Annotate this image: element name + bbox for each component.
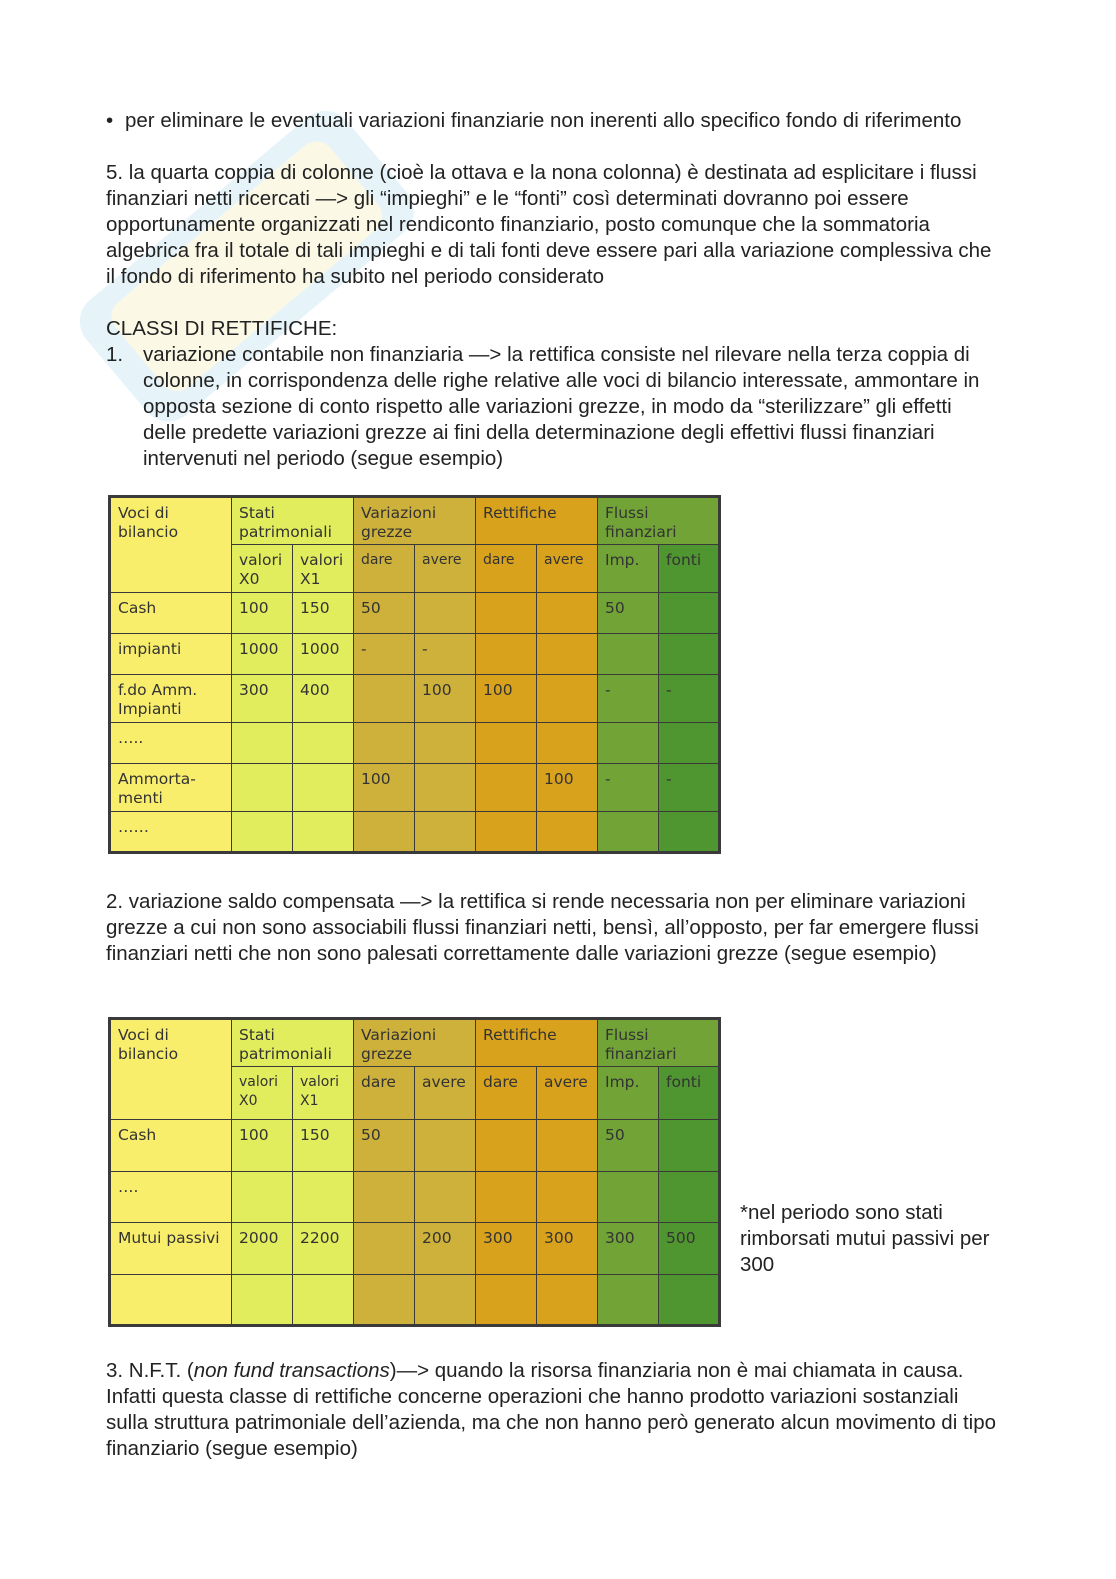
item-5-paragraph: 5. la quarta coppia di colonne (cioè la ottava e la nona colonna) è destinata ad esplicitare i flussi finanziari netti ricercati —> gli “impieghi” e le “fonti” così determinati dovranno poi essere opportunamente organizzati nel rendiconto finanziario, posto comunque che la sommatoria algebrica fra il totale di tali impieghi e di tali fonti deve essere pari alla variazione complessiva che il fondo di riferimento ha subito nel periodo considerato [106,161,992,288]
cell-fonti [659,634,720,675]
example-table-2 [108,1017,721,1327]
subheader-x0: valori X0 [232,1067,293,1120]
cell-voce: Cash [110,1120,232,1172]
cell-r-avere [537,675,598,723]
cell-v-avere [415,1172,476,1223]
class-item-1 [106,342,996,472]
cell-fonti [659,593,720,634]
cell-x0: 1000 [232,634,293,675]
cell-imp: - [598,764,659,812]
table-row [110,764,720,812]
header-flussi: Flussi finanziari [598,497,720,545]
cell-v-avere [415,593,476,634]
cell-voce: ….. [110,723,232,764]
cell-r-dare: 100 [476,675,537,723]
header-stati: Stati patrimoniali [232,1019,354,1067]
header-row [110,497,720,545]
cell-v-dare: 50 [354,593,415,634]
subheader-r-dare: dare [476,1067,537,1120]
classes-heading: CLASSI DI RETTIFICHE: [106,317,338,340]
subheader-imp: Imp. [598,545,659,593]
cell-x0 [232,1275,293,1326]
example-table-1 [108,495,721,854]
cell-v-dare [354,1172,415,1223]
cell-v-avere [415,1120,476,1172]
cell-voce: Mutui passivi [110,1223,232,1275]
cell-fonti [659,1172,720,1223]
cell-v-dare [354,723,415,764]
subheader-r-avere: avere [537,1067,598,1120]
cell-imp [598,812,659,853]
cell-x1 [293,812,354,853]
cell-x0: 100 [232,1120,293,1172]
cell-v-dare [354,1275,415,1326]
cell-r-dare [476,1120,537,1172]
bullet-text: per eliminare le eventuali variazioni finanziarie non inerenti allo specifico fondo di riferimento [125,109,962,132]
cell-fonti [659,812,720,853]
cell-imp [598,723,659,764]
cell-x1 [293,1172,354,1223]
cell-imp: - [598,675,659,723]
cell-fonti [659,723,720,764]
subheader-x1: valori X1 [293,1067,354,1120]
table-row [110,723,720,764]
cell-v-avere [415,1275,476,1326]
cell-imp: 300 [598,1223,659,1275]
cell-v-dare: - [354,634,415,675]
cell-v-dare [354,812,415,853]
cell-r-avere: 100 [537,764,598,812]
cell-voce: …. [110,1172,232,1223]
cell-v-avere: - [415,634,476,675]
subheader-v-avere: avere [415,1067,476,1120]
cell-r-dare [476,764,537,812]
cell-imp [598,1172,659,1223]
cell-r-dare [476,1172,537,1223]
cell-v-avere [415,723,476,764]
cell-v-avere [415,812,476,853]
cell-r-dare [476,812,537,853]
cell-r-dare [476,1275,537,1326]
cell-x1 [293,723,354,764]
subheader-x1: valori X1 [293,545,354,593]
header-rettifiche: Rettifiche [476,1019,598,1067]
cell-voce: Cash [110,593,232,634]
table-row [110,1275,720,1326]
table-row [110,634,720,675]
cell-fonti [659,1120,720,1172]
cell-x0: 2000 [232,1223,293,1275]
subheader-fonti: fonti [659,545,720,593]
class-item-1-text: variazione contabile non finanziaria —> la rettifica consiste nel rilevare nella terza coppia di colonne, in corrispondenza delle righe relative alle voci di bilancio interessate, ammontare in opposta sezione di conto rispetto alle variazioni grezze, in modo da “sterilizzare” gli effetti delle predette variazioni grezze ai fini della determinazione degli effettivi flussi finanziari intervenuti nel periodo (segue esempio) [143,343,980,470]
cell-imp [598,634,659,675]
subheader-r-avere: avere [537,545,598,593]
subheader-imp: Imp. [598,1067,659,1120]
bullet-glyph: • [106,109,114,132]
header-voci: Voci di bilancio [110,1019,232,1120]
cell-r-avere [537,1120,598,1172]
cell-x1: 400 [293,675,354,723]
cell-imp [598,1275,659,1326]
cell-r-avere [537,634,598,675]
cell-r-avere [537,1172,598,1223]
class-item-3-prefix: 3. N.F.T. ( [106,1359,194,1382]
class-item-1-number: 1. [106,343,124,366]
cell-voce: f.do Amm. Impianti [110,675,232,723]
cell-voce: Ammorta-menti [110,764,232,812]
cell-v-dare: 100 [354,764,415,812]
cell-r-dare [476,593,537,634]
cell-x1: 2200 [293,1223,354,1275]
cell-v-dare [354,1223,415,1275]
header-variazioni: Variazioni grezze [354,1019,476,1067]
cell-voce: …… [110,812,232,853]
subheader-x0: valori X0 [232,545,293,593]
cell-x0: 300 [232,675,293,723]
table-row [110,1172,720,1223]
cell-r-dare [476,723,537,764]
class-item-3-paragraph [106,1358,1006,1462]
table-row [110,675,720,723]
header-rettifiche: Rettifiche [476,497,598,545]
cell-x1: 150 [293,593,354,634]
cell-x0 [232,1172,293,1223]
cell-r-avere [537,593,598,634]
cell-x1 [293,1275,354,1326]
cell-v-avere: 100 [415,675,476,723]
header-flussi: Flussi finanziari [598,1019,720,1067]
header-voci: Voci di bilancio [110,497,232,593]
subheader-r-dare: dare [476,545,537,593]
class-item-2-paragraph: 2. variazione saldo compensata —> la rettifica si rende necessaria non per eliminare variazioni grezze a cui non sono associabili flussi finanziari netti, bensì, all’opposto, per far emergere flussi finanziari netti che non sono palesati correttamente dalle variazioni grezze (segue esempio) [106,890,979,965]
bullet-item [106,108,986,134]
cell-r-avere: 300 [537,1223,598,1275]
class-item-3-suffix: )—> quando la risorsa finanziaria non è mai chiamata in causa. Infatti questa classe di rettifiche concerne operazioni che hanno prodotto variazioni sostanziali sulla struttura patrimoniale dell’azienda, ma che non hanno però generato alcun movimento di tipo finanziario (segue esempio) [106,1359,997,1460]
cell-x0 [232,723,293,764]
cell-x1 [293,764,354,812]
cell-v-avere: 200 [415,1223,476,1275]
cell-v-avere [415,764,476,812]
cell-r-avere [537,723,598,764]
class-item-3-italic: non fund transactions [193,1359,390,1382]
cell-voce [110,1275,232,1326]
cell-v-dare [354,675,415,723]
cell-x0 [232,764,293,812]
cell-r-dare: 300 [476,1223,537,1275]
cell-imp: 50 [598,593,659,634]
subheader-v-avere: avere [415,545,476,593]
cell-fonti: - [659,675,720,723]
subheader-fonti: fonti [659,1067,720,1120]
cell-fonti: - [659,764,720,812]
cell-imp: 50 [598,1120,659,1172]
table-row [110,1223,720,1275]
cell-x1: 1000 [293,634,354,675]
table-row [110,812,720,853]
cell-r-avere [537,812,598,853]
cell-voce: impianti [110,634,232,675]
subheader-v-dare: dare [354,545,415,593]
cell-x1: 150 [293,1120,354,1172]
subheader-v-dare: dare [354,1067,415,1120]
cell-x0: 100 [232,593,293,634]
table-2-note: *nel periodo sono stati rimborsati mutui passivi per 300 [740,1201,990,1276]
header-row [110,1019,720,1067]
cell-r-dare [476,634,537,675]
header-variazioni: Variazioni grezze [354,497,476,545]
cell-fonti: 500 [659,1223,720,1275]
cell-x0 [232,812,293,853]
cell-v-dare: 50 [354,1120,415,1172]
cell-fonti [659,1275,720,1326]
header-stati: Stati patrimoniali [232,497,354,545]
cell-r-avere [537,1275,598,1326]
table-row [110,593,720,634]
table-row [110,1120,720,1172]
